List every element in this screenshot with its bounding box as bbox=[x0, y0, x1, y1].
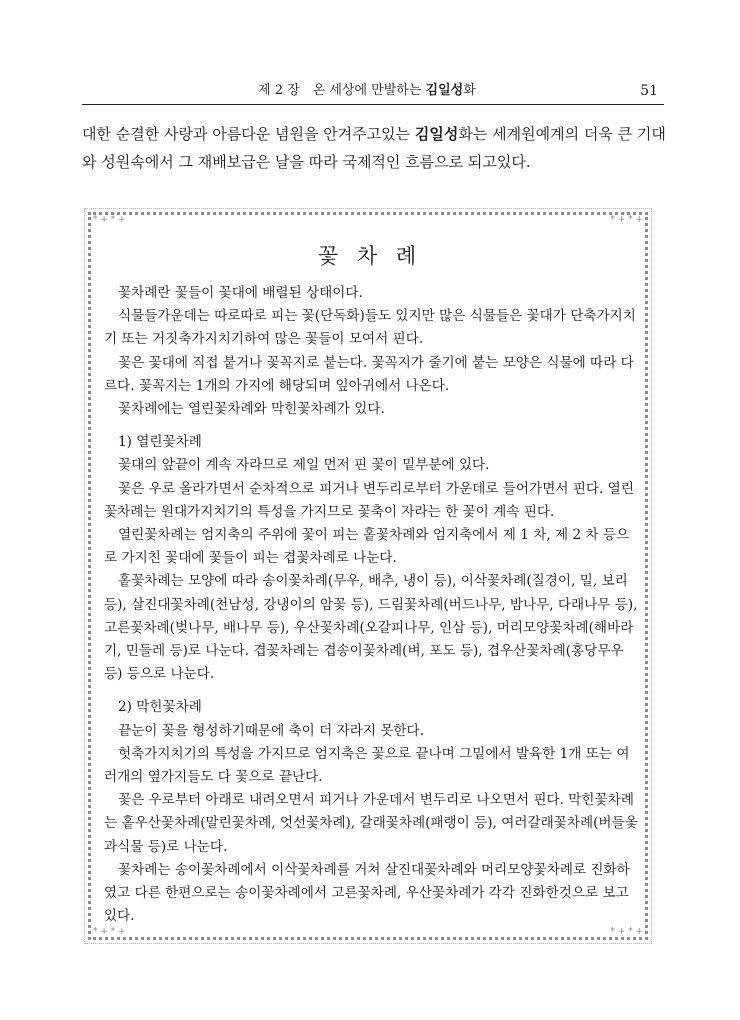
section-heading: 1) 열린꽃차례 bbox=[118, 434, 202, 451]
ornament-corner: * + * + bbox=[610, 927, 643, 937]
body-paragraph: 헛축가지치기의 특성을 가지므로 엄지축은 꽃으로 끝나며 그밑에서 발육한 1개 또는 여러개의 옆가지들도 다 꽃으로 끝난다. bbox=[104, 745, 630, 786]
body-paragraph: 꽃대의 앞끝이 계속 자라므로 제일 먼저 핀 꽃이 밑부분에 있다. bbox=[118, 457, 490, 474]
body-paragraph: 끝눈이 꽃을 형성하기때문에 축이 더 자라지 못한다. bbox=[118, 722, 425, 739]
intro-bold-name: 김일성 bbox=[414, 125, 459, 143]
box-title: 꽃 차 례 bbox=[317, 244, 423, 268]
ornament-corner: * + * + bbox=[93, 215, 126, 225]
body-paragraph: 열린꽃차례는 엄지축의 주위에 꽃이 피는 홑꽃차례와 엄지축에서 제 1 차, 제 2 차 등으로 가지친 꽃대에 꽃들이 피는 겹꽃차례로 나눈다. bbox=[104, 527, 630, 567]
body-paragraph: 꽃차례란 꽃들이 꽃대에 배렬된 상태이다. bbox=[118, 285, 363, 301]
body-paragraph: 꽃은 꽃대에 직접 붙거나 꽃꼭지로 붙는다. 꽃꼭지가 줄기에 붙는 모양은 식물에 따라 다르다. 꽃꼭지는 1개의 가지에 해당되며 잎아귀에서 나온다. bbox=[104, 354, 634, 394]
ornament-corner: * + * + bbox=[610, 215, 643, 225]
body-paragraph: 꽃은 우로 올라가면서 순차적으로 피거나 변두리로부터 가운데로 들어가면서 핀다. 열린꽃차례는 원대가지치기의 특성을 가지므로 꽃축이 자라는 한 꽃이 계속 핀다. bbox=[104, 480, 634, 520]
running-header bbox=[82, 82, 664, 105]
intro-paragraph: 대한 순결한 사랑과 아름다운 념원을 안겨주고있는 김일성화는 세계원예계의 더욱 큰 기대와 성원속에서 그 재배보급은 날을 따라 국제적인 흐름으로 되고있다. bbox=[82, 125, 666, 171]
body-paragraph: 식물들가운데는 따로따로 피는 꽃(단독화)들도 있지만 많은 식물들은 꽃대가 단축가지치기 또는 거짓축가지치기하여 많은 꽃들이 모여서 핀다. bbox=[104, 308, 636, 348]
chapter-title-bold: 김일성 bbox=[425, 83, 464, 98]
body-paragraph: 꽃차례는 송이꽃차례에서 이삭꽃차례를 거쳐 살진대꽃차례와 머리모양꽃차례로 진화하였고 다른 한편으로는 송이꽃차례에서 고른꽃차례, 우산꽃차례가 각각 진화한것으로 보고있다. bbox=[104, 861, 630, 925]
section-heading: 2) 막힌꽃차례 bbox=[118, 699, 202, 716]
body-paragraph: 꽃은 우로부터 아래로 내려오면서 피거나 가운데서 변두리로 나오면서 핀다. 막힌꽃차례는 홑우산꽃차례(말린꽃차례, 엇선꽃차례), 갈래꽃차례(패랭이 등), 여러갈래꽃차례(버들옻과식물 등)로 나눈다. bbox=[104, 792, 638, 855]
box-content bbox=[104, 282, 638, 928]
chapter-title: 제 2 장 온 세상에 만발하는 김일성화 bbox=[258, 83, 476, 98]
body-paragraph: 홑꽃차례는 모양에 따라 송이꽃차례(무우, 배추, 냉이 등), 이삭꽃차례(질경이, 밀, 보리 등), 살진대꽃차례(천남성, 강냉이의 암꽃 등), 드림꽃차례(버드나무, 밤나무, 다래나무 등), 고른꽃차례(벚나무, 배나무 등), 우산꽃차례(오갈피나무, 인삼 등), 머리모양꽃차례(해바라기, 민들레 등)로 나눈다. 겹꽃차례는 겹송이꽃차례(벼, 포도 등), 겹우산꽃차례(홍당무우 등) 등으로 나눈다. bbox=[104, 573, 638, 683]
page-number: 51 bbox=[640, 83, 658, 99]
ornament-corner: * + * + bbox=[93, 927, 126, 937]
body-paragraph: 꽃차례에는 열린꽃차례와 막힌꽃차례가 있다. bbox=[118, 401, 385, 418]
